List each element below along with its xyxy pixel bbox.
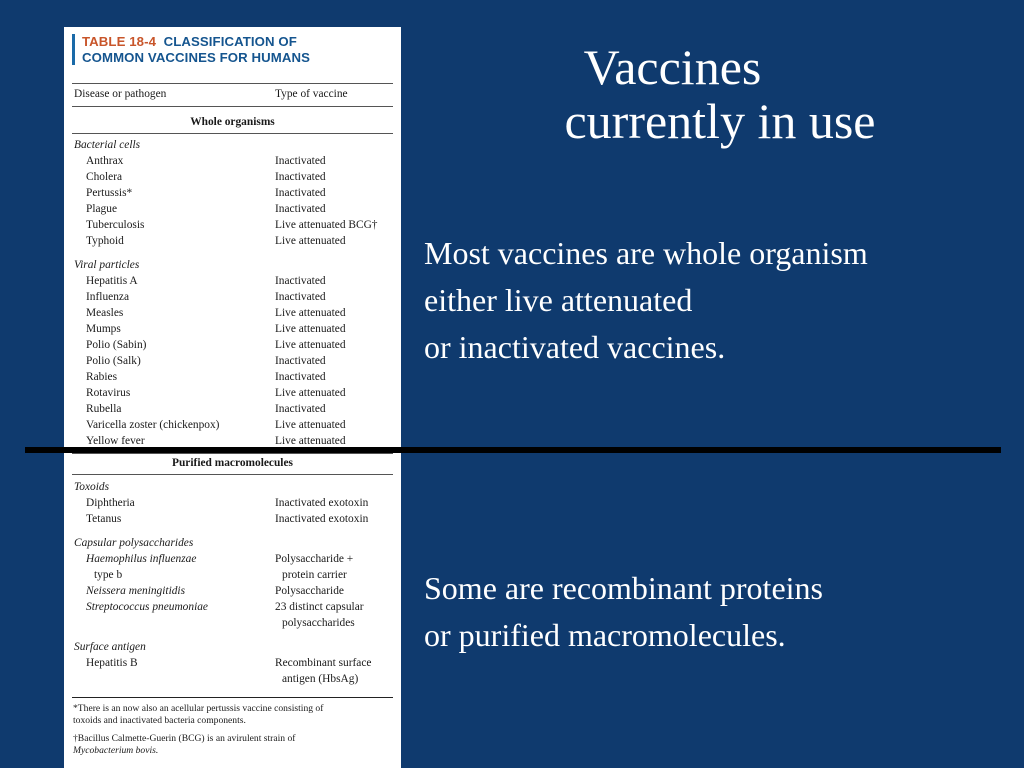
pathogen-name: Tetanus [86, 513, 122, 525]
vaccine-type: Inactivated [275, 403, 326, 415]
horizontal-divider [25, 447, 1001, 453]
table-row [74, 321, 397, 337]
pathogen-name: Rotavirus [86, 387, 131, 399]
vaccine-type: Live attenuated [275, 435, 346, 447]
vaccine-type: Inactivated [275, 275, 326, 287]
vaccine-type: Inactivated [275, 187, 326, 199]
table-row [74, 511, 397, 527]
table-title [72, 34, 310, 65]
table-row-nm: Neissera meningitidis Polysaccharide [86, 585, 344, 597]
section-rule-3 [72, 474, 393, 475]
pathogen-name: Tuberculosis [86, 219, 145, 231]
table-row [74, 369, 397, 385]
table-row [74, 353, 397, 369]
section-purified-macromolecules: Purified macromolecules [172, 457, 293, 469]
pathogen-name: Cholera [86, 171, 123, 183]
vaccine-type: Inactivated [275, 291, 326, 303]
pathogen-name: Yellow fever [86, 435, 145, 447]
vaccine-type: Live attenuated [275, 387, 346, 399]
header-rule-bottom [72, 106, 393, 107]
pathogen-name: Rubella [86, 403, 122, 415]
table-row [74, 273, 397, 289]
category-toxoids: Toxoids [74, 481, 110, 493]
pathogen-name: Polio (Salk) [86, 355, 141, 367]
vaccine-type: Live attenuated [275, 307, 346, 319]
table-title-line1: CLASSIFICATION OF [163, 34, 297, 49]
table-row-sp: Streptococcus pneumoniae 23 distinct capsular [86, 601, 364, 613]
category-bacterial: Bacterial cells [74, 139, 141, 151]
table-row [74, 169, 397, 185]
pathogen-name: Diphtheria [86, 497, 135, 509]
table-row [74, 305, 397, 321]
table-row-hepb-cont: antigen (HbsAg) [282, 673, 359, 685]
table-row-hepb: Hepatitis B Recombinant surface [86, 657, 372, 669]
pathogen-name: Typhoid [86, 235, 124, 247]
section-rule [72, 133, 393, 134]
table-row [74, 417, 397, 433]
table-title-line2: COMMON VACCINES FOR HUMANS [82, 49, 311, 65]
pathogen-name: Mumps [86, 323, 121, 335]
table-row [74, 217, 397, 233]
table-row [74, 185, 397, 201]
pathogen-name: Pertussis* [86, 187, 133, 199]
vaccine-type: Live attenuated [275, 323, 346, 335]
col-header-type: Type of vaccine [275, 88, 348, 100]
pathogen-name: Plague [86, 203, 118, 215]
footnote-pertussis: *There is an now also an acellular pertussis vaccine consisting of toxoids and inactivated bacteria components. [73, 703, 324, 726]
table-row [74, 401, 397, 417]
table-row-hib-cont: type b protein carrier [94, 569, 347, 581]
footnote-bcg: †Bacillus Calmette-Guerin (BCG) is an avirulent strain of Mycobacterium bovis. [73, 733, 296, 756]
slide-title-line1: Vaccines [583, 39, 762, 95]
pathogen-name: Rabies [86, 371, 118, 383]
table-row-sp-cont: polysaccharides [282, 617, 355, 629]
col-header-disease: Disease or pathogen [74, 88, 167, 100]
paragraph-whole-organism: Most vaccines are whole organism either live attenuated or inactivated vaccines. [424, 235, 868, 365]
vaccine-type: Live attenuated [275, 235, 346, 247]
pathogen-name: Anthrax [86, 155, 124, 167]
vaccine-classification-table [64, 27, 401, 768]
category-surface: Surface antigen [74, 641, 146, 653]
column-headers [74, 86, 397, 102]
paragraph-recombinant: Some are recombinant proteins or purified macromolecules. [424, 570, 823, 653]
vaccine-type: Inactivated [275, 355, 326, 367]
vaccine-type: Live attenuated BCG† [275, 219, 378, 231]
vaccine-type: Inactivated exotoxin [275, 513, 369, 525]
category-capsular: Capsular polysaccharides [74, 537, 194, 549]
footnote-rule [72, 697, 393, 698]
section-whole-organisms: Whole organisms [190, 116, 275, 128]
vaccine-type: Inactivated [275, 171, 326, 183]
section-rule-2 [72, 453, 393, 454]
vaccine-type: Inactivated [275, 203, 326, 215]
table-row [74, 495, 397, 511]
pathogen-name: Measles [86, 307, 124, 319]
table-number: TABLE 18-4 [82, 34, 157, 49]
table-row [74, 233, 397, 249]
header-rule-top [72, 83, 393, 84]
table-row [74, 337, 397, 353]
vaccine-type: Inactivated [275, 155, 326, 167]
pathogen-name: Influenza [86, 291, 130, 303]
slide-title-line2: currently in use [564, 93, 876, 149]
category-viral: Viral particles [74, 259, 140, 271]
vaccine-type: Inactivated exotoxin [275, 497, 369, 509]
table-row-hib: Haemophilus influenzae Polysaccharide + [86, 553, 354, 565]
table-row [74, 385, 397, 401]
table-row [74, 201, 397, 217]
pathogen-name: Polio (Sabin) [86, 339, 147, 351]
vaccine-type: Live attenuated [275, 339, 346, 351]
slide-title [470, 40, 970, 148]
vaccine-type: Inactivated [275, 371, 326, 383]
pathogen-name: Hepatitis A [86, 275, 138, 287]
table-row [74, 289, 397, 305]
table-row [74, 153, 397, 169]
pathogen-name: Varicella zoster (chickenpox) [86, 419, 220, 431]
vaccine-type: Live attenuated [275, 419, 346, 431]
